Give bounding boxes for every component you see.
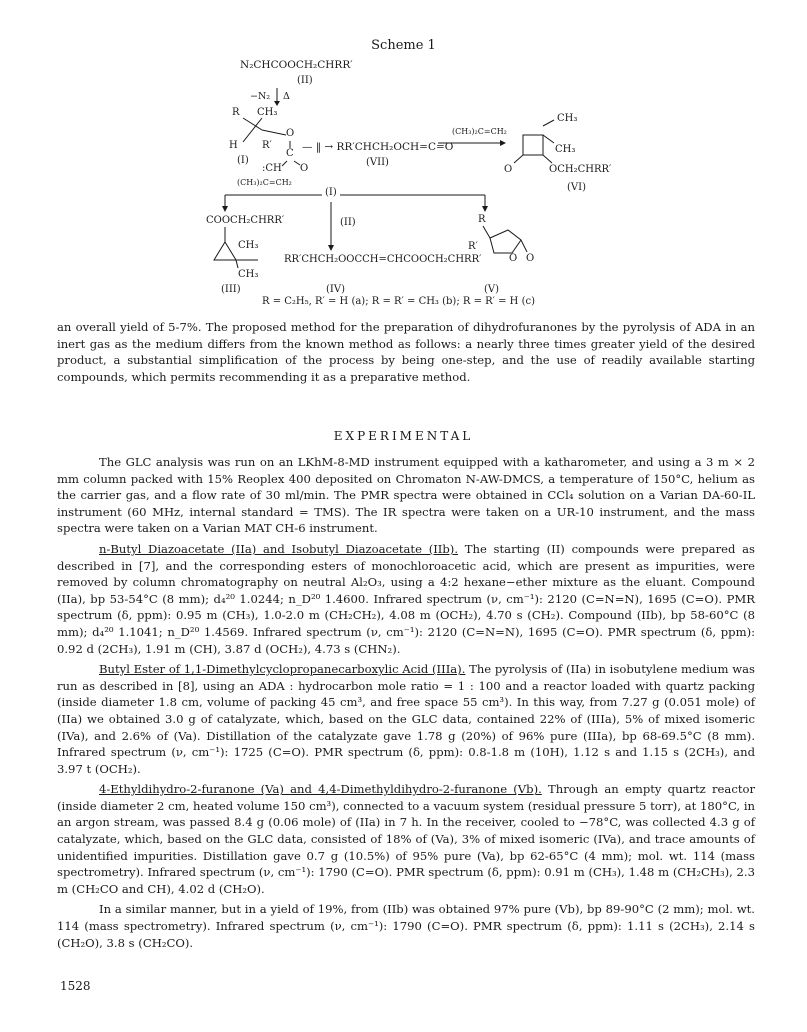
iii-ch3-a: CH₃ (238, 240, 259, 251)
iv-formula: RR′CHCH₂OOCCH=CHCOOCH₂CHRR′ (284, 254, 482, 265)
experimental-heading: EXPERIMENTAL (333, 429, 474, 443)
vi-bond-1 (543, 120, 554, 126)
n2-loss-label: −N₂ (250, 91, 271, 102)
scheme-title: Scheme 1 (371, 38, 436, 53)
label-C: C (286, 148, 294, 159)
label-R-1: R (232, 107, 240, 118)
paragraph-4-title: 4-Ethyldihydro-2-furanone (Va) and 4,4-Dimethyldihydro-2-furanone (Vb). (99, 782, 542, 797)
intro-paragraph: an overall yield of 5-7%. The proposed method for the preparation of dihydrofuranones by the pyrolysis of ADA in an inert gas as the medium differs from the known method as follows: a nearly three times greater yield of the desired product, a substantial simplification of the process by being one-step, and the use of readily available starting compounds, which permits recommending it as a preparative method. (57, 320, 755, 384)
bond-1 (243, 118, 262, 130)
page-number: 1528 (60, 979, 91, 993)
v-O2: O (526, 253, 535, 264)
label-Rprime-1: R′ (262, 140, 272, 151)
bond-2 (243, 118, 262, 142)
ketene-formula: — ‖ → RR′CHCH₂OCH=C=O (302, 141, 454, 153)
label-CH3-1: CH₃ (257, 107, 278, 118)
isobutylene-top: (CH₃)₂C=CH₂ (452, 127, 507, 136)
experimental-paragraph-3 (57, 661, 755, 777)
carbene-label: :CH (262, 163, 282, 174)
branch-head-left (222, 206, 228, 212)
label-H: H (229, 140, 238, 151)
paragraph-2-title: n-Butyl Diazoacetate (IIa) and Isobutyl Diazoacetate (IIb). (99, 541, 459, 556)
diazo-formula: N₂CHCOOCH₂CHRR′ (240, 59, 353, 71)
iii-bond-3 (236, 260, 238, 268)
vi-ring (523, 135, 543, 155)
isobutylene-left: (CH₃)₂C=CH₂ (237, 178, 292, 187)
experimental-paragraph-4 (57, 781, 755, 897)
experimental-paragraph-5 (57, 901, 755, 951)
paragraph-4-text: Through an empty quartz reactor (inside diameter 2 cm, heated volume 150 cm³), connected to a vacuum system (residual pressure 5 torr), at 180°C, in an argon stream, was passed 8.4 g (0.06 mole) of (IIa) in 7 h. In the receiver, cooled to −78°C, was collected 4.3 g of catalyzate, which, based on the GLC data, consisted of 18% of (Va), 3% of mixed isomeric (IVa), and trace amounts of unidentified impurities. Distillation gave 0.7 g (10.5%) of 95% pure (Va), bp 62-65°C (4 mm); mol. wt. 114 (mass spectrometry). Infrared spectrum (ν, cm⁻¹): 1790 (C=O). PMR spectrum (δ, ppm): 0.91 m (CH₃), 1.48 m (CH₂CH₃), 2.3 m (CH₂CO and CH), 4.02 d (CH₂O). (57, 782, 756, 896)
label-II-top: (II) (297, 75, 313, 86)
label-VII: (VII) (366, 157, 389, 168)
label-III: (III) (221, 284, 241, 295)
arrow-head-right-1 (500, 140, 506, 146)
vi-O: O (504, 164, 513, 175)
experimental-paragraph-1 (57, 454, 755, 537)
label-O-1: O (286, 128, 295, 139)
branch-head-right (482, 206, 488, 212)
label-II-mid: (II) (340, 217, 356, 228)
v-bond-2 (521, 240, 527, 252)
vi-ch3-bottom: CH₃ (555, 144, 576, 155)
arrow-head-1 (274, 101, 280, 106)
vi-bond-3 (514, 155, 523, 163)
iii-ester: COOCH₂CHRR′ (206, 215, 285, 226)
arrow-II-head (328, 245, 334, 251)
experimental-paragraph-2 (57, 541, 755, 657)
v-R: R (478, 214, 486, 225)
vi-ch3-top: CH₃ (557, 113, 578, 124)
heat-label: Δ (283, 91, 290, 102)
v-Rprime: R′ (468, 241, 478, 252)
label-I-mid: (I) (325, 187, 337, 198)
vi-bond-4 (543, 155, 552, 163)
label-VI: (VI) (567, 182, 586, 193)
v-bond-1 (483, 226, 490, 238)
iii-ring (214, 242, 236, 260)
v-O1: O (509, 253, 518, 264)
v-ring (490, 230, 521, 253)
paragraph-1-text: The GLC analysis was run on an LKhM-8-MD instrument equipped with a katharometer, and using a 3 m × 2 mm column packed with 15% Reoplex 400 deposited on Chromaton N-AW-DMCS, a temperature of 150°C, helium as the carrier gas, and a flow rate of 30 ml/min. The PMR spectra were obtained in CCl₄ solution on a Varian DA-60-IL instrument (60 MHz, internal standard = TMS). The IR spectra were taken on a UR-10 instrument, and the mass spectra were taken on a Varian MAT CH-6 instrument. (57, 455, 755, 536)
bond-5 (282, 161, 287, 166)
label-O-2: O (300, 163, 309, 174)
intro-block (57, 319, 755, 385)
experimental-body (57, 454, 755, 951)
label-I: (I) (237, 155, 249, 166)
label-V: (V) (484, 284, 500, 295)
paragraph-2-text: The starting (II) compounds were prepared as described in [7], and the corresponding esters of monochloroacetic acid, which are present as impurities, were removed by column chromatography on neutral Al₂O₃, using a 4:2 hexane−ether mixture as the eluant. Compound (IIa), bp 53-54°C (8 mm); d₄²⁰ 1.0244; n_D²⁰ 1.4600. Infrared spectrum (ν, cm⁻¹): 2120 (C=N=N), 1695 (C=O). PMR spectrum (δ, ppm): 0.95 m (CH₃), 1.0-2.0 m (CH₂CH₂), 4.08 m (OCH₂), 4.70 s (CH₂). Compound (IIb), bp 58-60°C (8 mm); d₄²⁰ 1.1041; n_D²⁰ 1.4569. Infrared spectrum (ν, cm⁻¹): 2120 (C=N=N), 1695 (C=O). PMR spectrum (δ, ppm): 0.92 d (2CH₃), 1.91 m (CH), 3.87 d (OCH₂), 4.73 s (CHN₂). (57, 541, 756, 656)
paragraph-5-text: In a similar manner, but in a yield of 19%, from (IIb) was obtained 97% pure (Vb), bp 89-90°C (2 mm); mol. wt. 114 (mass spectrometry). Infrared spectrum (ν, cm⁻¹): 1790 (C=O). PMR spectrum (δ, ppm): 1.11 s (2CH₃), 2.14 s (CH₂O), 3.8 s (CH₂CO). (57, 902, 755, 950)
paragraph-3-text: The pyrolysis of (IIa) in isobutylene medium was run as described in [8], using an ADA : hydrocarbon mole ratio = 1 : 100 and a reactor loaded with quartz packing (inside diameter 1.8 cm, volume of packing 45 cm³, and free space 55 cm³). In this way, from 7.27 g (0.051 mole) of (IIa) we obtained 3.0 g of catalyzate, which, based on the GLC data, contained 22% of (IIIa), 5% of mixed isomeric (IVa), and 2.6% of (Va). Distillation of the catalyzate gave 1.78 g (20%) of 96% pure (IIIa), bp 68-69.5°C (8 mm). Infrared spectrum (ν, cm⁻¹): 1725 (C=O). PMR spectrum (δ, ppm): 0.8-1.8 m (10H), 1.12 s and 1.15 s (2CH₃), and 3.97 t (OCH₂). (57, 662, 755, 776)
paragraph-3-title: Butyl Ester of 1,1-Dimethylcyclopropanecarboxylic Acid (IIIa). (99, 662, 466, 677)
label-IV: (IV) (326, 284, 345, 295)
scheme-legend: R = C₂H₅, R′ = H (a); R = R′ = CH₃ (b); R = R′ = H (c) (262, 296, 535, 307)
vi-bond-2 (543, 135, 554, 143)
reaction-scheme (0, 0, 807, 310)
vi-ester: OCH₂CHRR′ (549, 164, 612, 175)
bond-3 (262, 130, 286, 135)
iii-ch3-b: CH₃ (238, 269, 259, 280)
